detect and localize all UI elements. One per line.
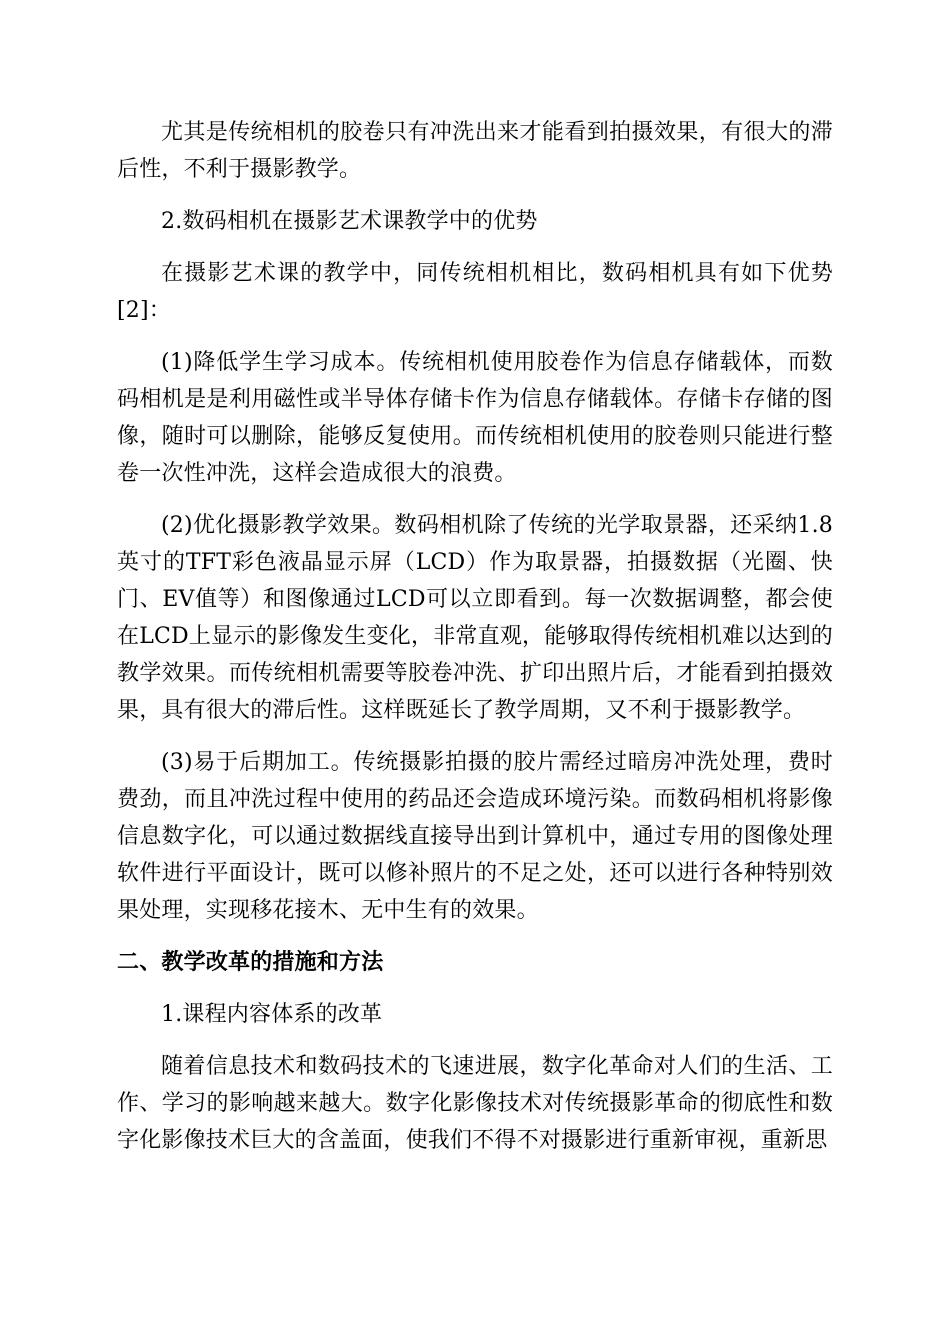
- list-item-lower-cost: (1)降低学生学习成本。传统相机使用胶卷作为信息存储载体，而数码相机是是利用磁性或半导体存储卡作为信息存储载体。存储卡存储的图像，随时可以删除，能够反复使用。而传统相机使用的胶卷则只能进行整卷一次性冲洗，这样会造成很大的浪费。: [117, 350, 833, 486]
- document-body: [117, 114, 833, 1159]
- subheading-curriculum-reform: 1.课程内容体系的改革: [161, 1002, 383, 1027]
- paragraph-advantages-intro: 在摄影艺术课的教学中，同传统相机相比，数码相机具有如下优势[2]：: [117, 261, 833, 323]
- paragraph-digital-revolution: 随着信息技术和数码技术的飞速进展，数字化革命对人们的生活、工作、学习的影响越来越大。数字化影像技术对传统摄影革命的彻底性和数字化影像技术巨大的含盖面，使我们不得不对摄影进行重新审视，重新思: [117, 1054, 833, 1153]
- list-item-post-processing: (3)易于后期加工。传统摄影拍摄的胶片需经过暗房冲洗处理，费时费劲，而且冲洗过程中使用的药品还会造成环境污染。而数码相机将影像信息数字化，可以通过数据线直接导出到计算机中，通过专用的图像处理软件进行平面设计，既可以修补照片的不足之处，还可以进行各种特别效果处理，实现移花接木、无中生有的效果。: [117, 750, 833, 923]
- paragraph-film-delay: 尤其是传统相机的胶卷只有冲洗出来才能看到拍摄效果，有很大的滞后性，不利于摄影教学。: [117, 120, 833, 182]
- section-heading-reform: 二、教学改革的措施和方法: [117, 950, 384, 975]
- subheading-digital-advantages: 2.数码相机在摄影艺术课教学中的优势: [161, 209, 538, 234]
- list-item-optimize-teaching: (2)优化摄影教学效果。数码相机除了传统的光学取景器，还采纳1.8英寸的TFT彩色液晶显示屏（LCD）作为取景器，拍摄数据（光圈、快门、EV值等）和图像通过LCD可以立即看到。每一次数据调整，都会使在LCD上显示的影像发生变化，非常直观，能够取得传统相机难以达到的教学效果。而传统相机需要等胶卷冲洗、扩印出照片后，才能看到拍摄效果，具有很大的滞后性。这样既延长了教学周期，又不利于摄影教学。: [117, 513, 833, 723]
